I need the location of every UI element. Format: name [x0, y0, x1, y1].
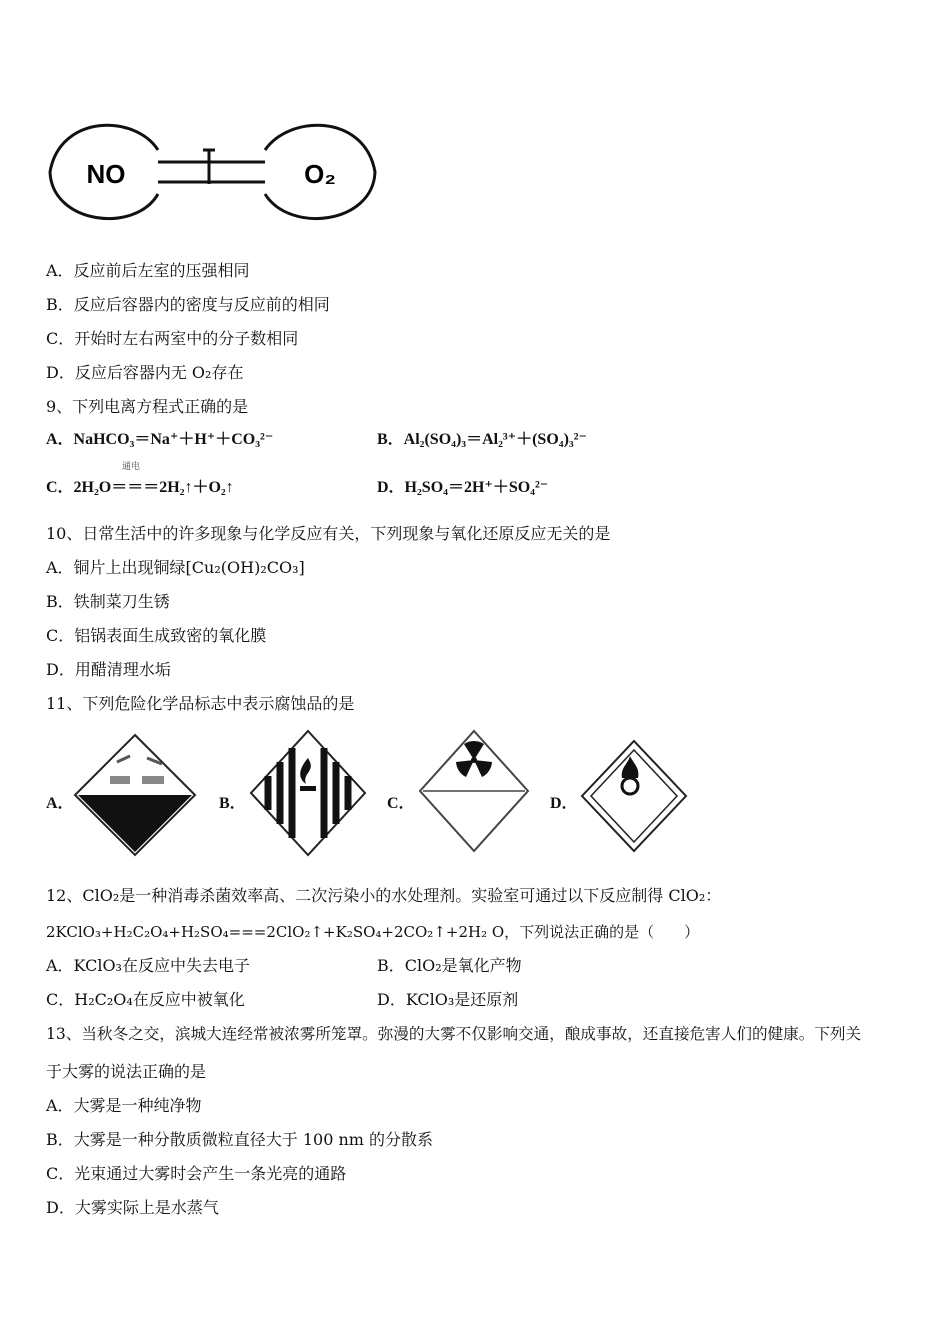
q9-option-c: C．2H₂O＝＝＝2H₂↑＋O₂↑	[46, 479, 234, 496]
corrosive-hazard-icon	[72, 732, 198, 858]
q11-label-d: D．	[550, 795, 578, 812]
q11-stem: 11、下列危险化学品标志中表示腐蚀品的是	[46, 694, 355, 713]
q9-option-b: B．Al₂(SO₄)₃＝Al₂³⁺＋(SO₄)₃²⁻	[377, 431, 587, 448]
q9-option-a: A．NaHCO₃＝Na⁺＋H⁺＋CO₃²⁻	[46, 431, 274, 448]
q12-stem: 12、ClO₂是一种消毒杀菌效率高、二次污染小的水处理剂。实验室可通过以下反应制得 ClO₂：	[46, 886, 722, 905]
q10-option-b: B．铁制菜刀生锈	[46, 592, 170, 611]
left-chamber-label: NO	[86, 159, 126, 189]
q12-option-d: D．KClO₃是还原剂	[377, 990, 519, 1009]
q8-option-c: C．开始时左右两室中的分子数相同	[46, 329, 299, 348]
q11-label-a: A．	[46, 795, 74, 812]
q13-option-a: A．大雾是一种纯净物	[46, 1096, 202, 1115]
q13-option-b: B．大雾是一种分散质微粒直径大于 100 nm 的分散系	[46, 1130, 434, 1149]
q9-option-d: D．H₂SO₄＝2H⁺＋SO₄²⁻	[377, 479, 549, 496]
q12-option-c: C．H₂C₂O₄在反应中被氧化	[46, 990, 245, 1009]
q9-condition-label: 通电	[122, 462, 141, 472]
q12-option-b: B．ClO₂是氧化产物	[377, 956, 522, 975]
q10-option-c: C．铝锅表面生成致密的氧化膜	[46, 626, 267, 645]
two-chamber-diagram	[40, 112, 385, 237]
right-chamber-label: O₂	[304, 159, 336, 189]
q8-option-a: A．反应前后左室的压强相同	[46, 261, 250, 280]
q9-stem: 9、下列电离方程式正确的是	[46, 397, 249, 416]
oxidizer-hazard-icon	[578, 738, 690, 854]
q13-stem-line2: 于大雾的说法正确的是	[46, 1062, 207, 1081]
q10-stem: 10、日常生活中的许多现象与化学反应有关，下列现象与氧化还原反应无关的是	[46, 524, 611, 543]
q8-option-d: D．反应后容器内无 O₂存在	[46, 363, 244, 382]
q13-stem-line1: 13、当秋冬之交，滨城大连经常被浓雾所笼罩。弥漫的大雾不仅影响交通，酿成事故，还直接危害人们的健康。下列关	[46, 1025, 862, 1043]
q12-option-a: A．KClO₃在反应中失去电子	[46, 956, 250, 975]
q13-option-d: D．大雾实际上是水蒸气	[46, 1198, 219, 1217]
radioactive-hazard-icon	[417, 728, 531, 854]
q8-option-b: B．反应后容器内的密度与反应前的相同	[46, 295, 330, 314]
q11-label-b: B．	[219, 795, 246, 812]
q12-equation: 2KClO₃+H₂C₂O₄+H₂SO₄===2ClO₂↑+K₂SO₄+2CO₂↑+2H₂ O，下列说法正确的是（ ）	[46, 923, 700, 941]
q10-option-a: A．铜片上出现铜绿[Cu₂(OH)₂CO₃]	[46, 558, 305, 577]
q10-option-d: D．用醋清理水垢	[46, 660, 171, 679]
q13-option-c: C．光束通过大雾时会产生一条光亮的通路	[46, 1164, 347, 1183]
q11-label-c: C．	[387, 795, 415, 812]
spontaneous-combustion-hazard-icon	[248, 728, 368, 858]
